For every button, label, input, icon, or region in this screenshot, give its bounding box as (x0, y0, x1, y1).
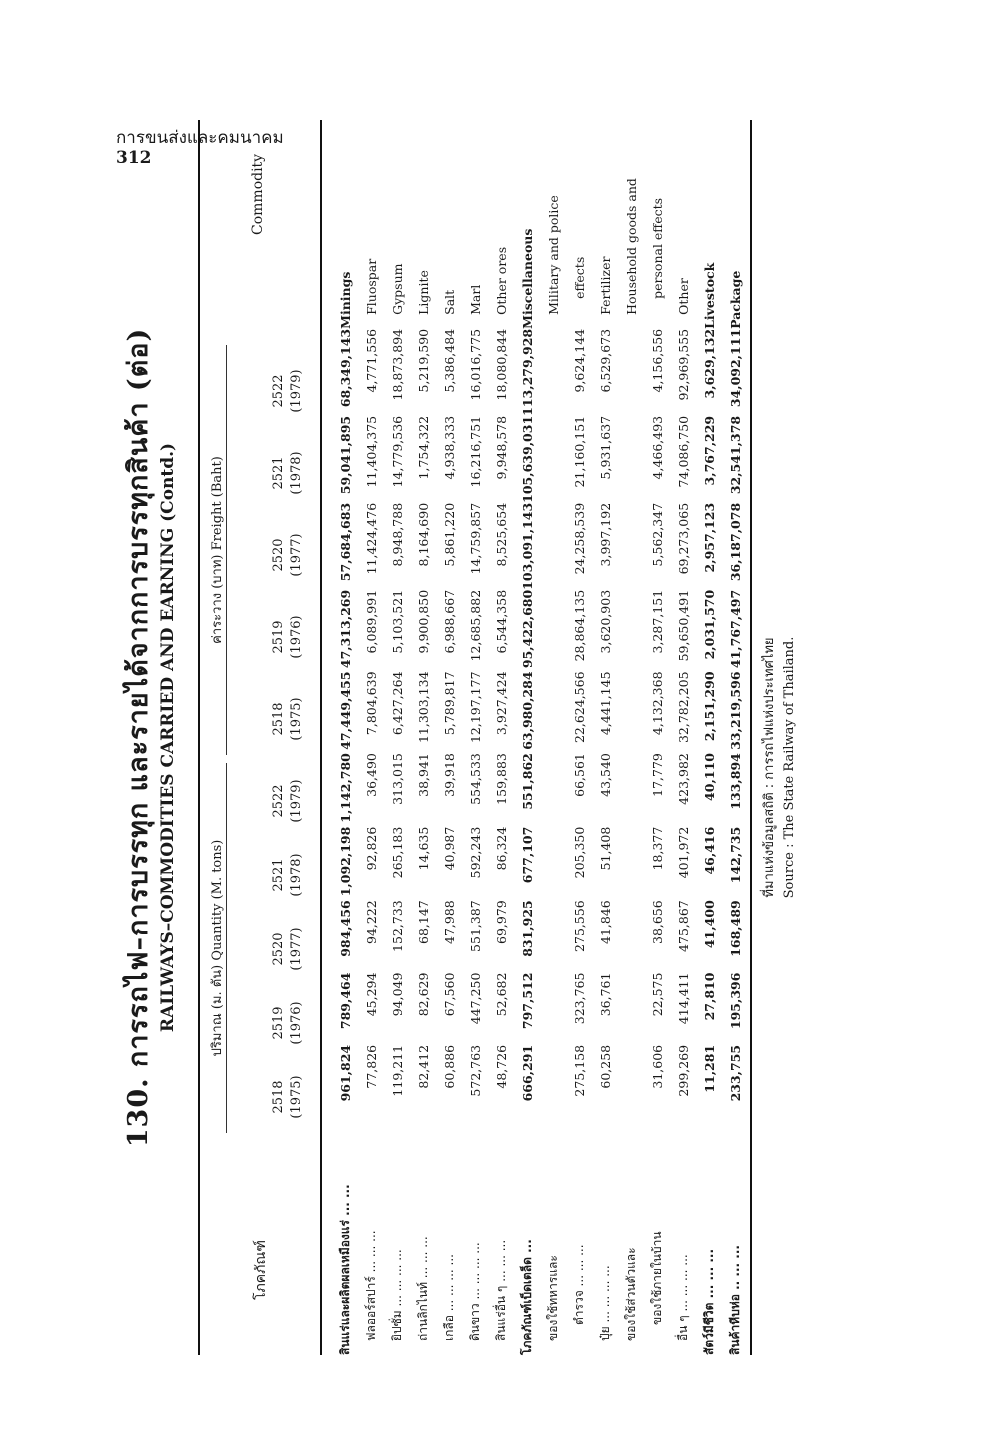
quantity-cell: 31,606 (649, 1044, 665, 1089)
commodity-thai: สินแร่อื่น ๆ ... ... ... (493, 1239, 508, 1341)
quantity-cell (540, 973, 566, 1045)
running-title: การขนส่งและคมนาคม (116, 128, 284, 148)
commodity-english: Gypsum (389, 263, 405, 315)
freight-cell: 2,957,123 (701, 502, 717, 573)
freight-cell: 22,624,566 (571, 671, 587, 744)
table-title-thai: 130. การรถไฟ–การบรรทุก และรายได้จากการบรรทุกสินค้า (ต่อ) (123, 327, 154, 1148)
quantity-cell (540, 753, 566, 827)
freight-cell: 8,948,788 (389, 502, 405, 567)
freight-cell: 6,089,991 (363, 589, 379, 654)
quantity-cell: 43,540 (597, 753, 613, 797)
commodity-english: Livestock (701, 262, 717, 329)
commodity-thai: สัตว์มีชีวิต ... ... ... (701, 1248, 716, 1355)
table-row (514, 120, 540, 1355)
quantity-cell: 475,867 (675, 900, 691, 952)
commodity-thai: ของใช้ภายในบ้าน (649, 1231, 664, 1325)
freight-cell: 4,441,145 (597, 671, 613, 736)
quantity-cell: 92,826 (363, 826, 379, 871)
quantity-cell: 205,350 (571, 826, 587, 879)
commodity-thai: ของใช้ส่วนตัวและ (623, 1247, 638, 1341)
quantity-cell: 152,733 (389, 900, 405, 952)
quantity-cell: 38,656 (649, 900, 665, 944)
freight-cell: 5,562,347 (649, 502, 665, 567)
commodity-thai: อื่น ๆ ... ... ... ... (675, 1254, 690, 1341)
quantity-cell: 41,846 (597, 900, 613, 944)
quantity-cell: 414,411 (675, 972, 691, 1025)
year-ad: (1979) (289, 369, 304, 413)
freight-cell: 18,080,844 (493, 328, 509, 401)
freight-cell: 2,151,290 (701, 671, 717, 742)
quantity-cell: 961,824 (337, 1044, 353, 1102)
quantity-cell: 39,918 (441, 753, 457, 797)
freight-cell: 36,187,078 (727, 502, 743, 582)
commodity-english: Salt (441, 289, 457, 315)
quantity-cell: 94,222 (363, 900, 379, 944)
commodity-english: personal effects (649, 197, 665, 299)
freight-cell: 9,948,578 (493, 415, 509, 480)
year-be: 2520 (271, 538, 286, 572)
quantity-cell: 592,243 (467, 826, 483, 879)
table-row (722, 120, 748, 1355)
freight-cell (540, 590, 566, 672)
commodity-thai: ตำรวจ ... ... ... (571, 1244, 586, 1325)
freight-cell: 18,873,894 (389, 328, 405, 401)
freight-cell: 41,767,497 (727, 589, 743, 669)
quantity-cell: 86,324 (493, 826, 509, 871)
freight-cell: 4,466,493 (649, 415, 665, 480)
year-be: 2522 (271, 374, 286, 408)
freight-cell: 3,287,151 (649, 589, 665, 654)
freight-cell: 5,861,220 (441, 502, 457, 567)
year-ad: (1976) (289, 1001, 304, 1045)
quantity-cell: 18,377 (649, 826, 665, 871)
quantity-cell: 984,456 (337, 900, 353, 957)
freight-cell: 6,544,358 (493, 589, 509, 654)
source-thai: ที่มาแห่งข้อมูลสถิติ : การรถไฟแห่งประเทศไทย (762, 637, 777, 898)
quantity-cell: 22,575 (649, 972, 665, 1017)
freight-cell: 4,156,556 (649, 328, 665, 393)
quantity-cell: 51,408 (597, 826, 613, 871)
commodities-table (332, 120, 748, 1355)
freight-cell: 59,650,491 (675, 589, 691, 662)
quantity-group-header: ปริมาณ (ม. ตัน) Quantity (M. tons) (210, 839, 225, 1057)
freight-cell: 5,386,484 (441, 328, 457, 393)
quantity-cell: 17,779 (649, 753, 665, 797)
header-bottom-rule (320, 120, 322, 1355)
source-english: Source : The State Railway of Thailand. (782, 636, 797, 899)
quantity-cell: 36,761 (597, 972, 613, 1017)
freight-cell: 4,938,333 (441, 415, 457, 480)
quantity-cell: 275,158 (571, 1044, 587, 1097)
table-body (332, 120, 748, 1355)
year-ad: (1978) (289, 853, 304, 897)
year-be: 2519 (271, 1006, 286, 1040)
quantity-cell (540, 1045, 566, 1117)
quantity-cell: 1,142,780 (337, 753, 353, 823)
quantity-cell (618, 900, 644, 972)
freight-cell (618, 416, 644, 503)
commodity-english: Other (675, 278, 691, 315)
year-ad: (1976) (289, 615, 304, 659)
quantity-cell: 677,107 (519, 826, 535, 884)
quantity-year-2521 (270, 839, 306, 911)
quantity-cell: 36,490 (363, 753, 379, 797)
quantity-cell: 265,183 (389, 826, 405, 879)
year-ad: (1977) (289, 927, 304, 971)
quantity-cell: 313,015 (389, 753, 405, 805)
quantity-cell: 45,294 (363, 972, 379, 1017)
quantity-cell: 831,925 (519, 900, 535, 957)
table-row (670, 120, 696, 1355)
commodity-english: Fluospar (363, 258, 379, 315)
freight-cell: 5,931,637 (597, 415, 613, 480)
freight-cell: 12,685,882 (467, 589, 483, 662)
freight-cell: 6,529,673 (597, 328, 613, 393)
year-ad: (1978) (289, 451, 304, 495)
freight-cell: 68,349,143 (337, 328, 353, 408)
quantity-cell: 66,561 (571, 753, 587, 797)
freight-cell: 14,759,857 (467, 502, 483, 575)
freight-cell (618, 590, 644, 672)
freight-cell: 11,303,134 (415, 671, 431, 744)
commodity-english: Household goods and (623, 178, 639, 315)
year-ad: (1977) (289, 533, 304, 577)
freight-year-2520 (270, 519, 306, 591)
year-be: 2521 (271, 456, 286, 490)
commodity-english: effects (571, 256, 587, 299)
quantity-cell: 323,765 (571, 972, 587, 1025)
table-row (410, 120, 436, 1355)
table-title-english: RAILWAYS–COMMODITIES CARRIED AND EARNING (Contd.) (158, 442, 178, 1033)
freight-cell: 3,620,903 (597, 589, 613, 654)
quantity-cell: 789,464 (337, 972, 353, 1030)
quantity-cell: 40,987 (441, 826, 457, 871)
quantity-cell: 41,400 (701, 900, 717, 949)
freight-group-header: ค่าระวาง (บาท) Freight (Baht) (210, 456, 225, 644)
freight-cell: 32,541,378 (727, 415, 743, 495)
quantity-year-2519 (270, 987, 306, 1059)
freight-cell: 8,525,654 (493, 502, 509, 567)
freight-cell: 92,969,555 (675, 328, 691, 401)
quantity-cell: 27,810 (701, 972, 717, 1021)
freight-cell: 103,091,143 (519, 502, 535, 590)
freight-cell: 6,427,264 (389, 671, 405, 736)
quantity-cell: 551,387 (467, 900, 483, 952)
quantity-year-2520 (270, 913, 306, 985)
table-row (436, 120, 462, 1355)
quantity-cell: 69,979 (493, 900, 509, 944)
freight-cell: 12,197,177 (467, 671, 483, 744)
freight-cell: 3,629,132 (701, 328, 717, 399)
quantity-cell: 233,755 (727, 1044, 743, 1102)
freight-cell: 63,980,284 (519, 671, 535, 750)
quantity-cell: 168,489 (727, 900, 743, 957)
quantity-cell (618, 1045, 644, 1117)
quantity-cell: 423,982 (675, 753, 691, 805)
quantity-cell: 82,412 (415, 1044, 431, 1089)
quantity-cell: 572,763 (467, 1044, 483, 1097)
table-row (358, 120, 384, 1355)
quantity-cell: 195,396 (727, 972, 743, 1030)
commodity-english: Fertilizer (597, 256, 613, 315)
freight-cell: 95,422,680 (519, 589, 535, 669)
freight-cell: 74,086,750 (675, 415, 691, 488)
quantity-cell (618, 827, 644, 901)
quantity-cell: 447,250 (467, 972, 483, 1025)
commodity-thai: ปุ๋ย ... ... ... ... (597, 1265, 612, 1341)
table-row (384, 120, 410, 1355)
quantity-cell: 275,556 (571, 900, 587, 952)
freight-cell: 34,092,111 (727, 328, 743, 408)
quantity-cell: 68,147 (415, 900, 431, 944)
quantity-cell: 14,635 (415, 826, 431, 871)
quantity-cell: 94,049 (389, 972, 405, 1017)
freight-cell: 21,160,151 (571, 415, 587, 488)
quantity-cell: 46,416 (701, 826, 717, 875)
freight-year-2522 (270, 355, 306, 427)
quantity-cell: 47,988 (441, 900, 457, 944)
freight-cell: 5,219,590 (415, 328, 431, 393)
freight-cell: 5,789,817 (441, 671, 457, 736)
quantity-cell: 299,269 (675, 1044, 691, 1097)
quantity-cell: 67,560 (441, 972, 457, 1017)
year-be: 2521 (271, 858, 286, 892)
commodity-thai: ฟลออร์สปาร์ ... ... ... (363, 1230, 378, 1341)
quantity-cell (540, 827, 566, 901)
freight-cell: 16,216,751 (467, 415, 483, 488)
quantity-cell: 60,258 (597, 1044, 613, 1089)
freight-cell: 11,424,476 (363, 502, 379, 575)
freight-cell: 14,779,536 (389, 415, 405, 488)
quantity-cell: 133,894 (727, 753, 743, 810)
table-row (488, 120, 514, 1355)
year-be: 2518 (271, 702, 286, 736)
freight-cell: 3,767,229 (701, 415, 717, 486)
quantity-cell: 142,735 (727, 826, 743, 884)
freight-year-2519 (270, 601, 306, 673)
table-row (566, 120, 592, 1355)
commodity-thai: ของใช้ทหารและ (545, 1255, 560, 1341)
freight-cell: 5,103,521 (389, 589, 405, 654)
freight-cell: 47,313,269 (337, 589, 353, 669)
table-row (618, 120, 644, 1355)
freight-cell: 1,754,322 (415, 415, 431, 480)
freight-cell: 47,449,455 (337, 671, 353, 750)
year-ad: (1979) (289, 779, 304, 823)
freight-cell: 113,279,928 (519, 328, 535, 416)
freight-year-2518 (270, 683, 306, 755)
quantity-year-2518 (270, 1061, 306, 1133)
quantity-cell: 554,533 (467, 753, 483, 805)
quantity-cell: 119,211 (389, 1044, 405, 1097)
year-ad: (1975) (289, 697, 304, 741)
freight-cell (618, 671, 644, 753)
commodity-thai: สินแร่และผลิตผลเหมืองแร่ ... ... (337, 1184, 352, 1355)
freight-year-2521 (270, 437, 306, 509)
commodity-english: Lignite (415, 270, 431, 315)
commodity-thai: ยิปซั่ม ... ... ... ... (389, 1249, 404, 1341)
table-row (540, 120, 566, 1355)
freight-cell: 105,639,031 (519, 415, 535, 503)
quantity-cell: 401,972 (675, 826, 691, 879)
freight-cell: 2,031,570 (701, 589, 717, 660)
year-be: 2519 (271, 620, 286, 654)
commodity-thai: ดินขาว ... ... ... ... (467, 1242, 482, 1341)
freight-cell (618, 329, 644, 416)
quantity-cell: 666,291 (519, 1044, 535, 1102)
quantity-cell: 40,110 (701, 753, 717, 801)
freight-cell: 8,164,690 (415, 502, 431, 567)
table-row (462, 120, 488, 1355)
freight-cell: 7,804,639 (363, 671, 379, 736)
quantity-cell: 77,826 (363, 1044, 379, 1089)
freight-cell: 3,997,192 (597, 502, 613, 567)
table-row (592, 120, 618, 1355)
quantity-cell: 38,941 (415, 753, 431, 797)
freight-cell: 3,927,424 (493, 671, 509, 736)
freight-cell: 9,624,144 (571, 328, 587, 393)
freight-cell (618, 503, 644, 590)
freight-cell: 28,864,135 (571, 589, 587, 662)
freight-cell: 16,016,775 (467, 328, 483, 401)
top-rule (198, 120, 200, 1355)
commodity-thai: เกลือ ... ... ... ... (441, 1254, 456, 1341)
year-be: 2520 (271, 932, 286, 966)
bottom-rule (750, 120, 752, 1355)
rotated-table-page (110, 120, 830, 1355)
freight-cell: 11,404,375 (363, 415, 379, 488)
quantity-cell (618, 753, 644, 827)
freight-cell: 4,132,368 (649, 671, 665, 736)
year-ad: (1975) (289, 1075, 304, 1119)
column-header-thai: โภคภัณฑ์ (253, 1240, 269, 1300)
quantity-cell: 551,862 (519, 753, 535, 810)
quantity-cell (540, 900, 566, 972)
quantity-cell: 1,092,198 (337, 826, 353, 897)
column-header-english: Commodity (250, 153, 266, 235)
page-number: 312 (116, 148, 152, 168)
freight-cell: 32,782,205 (675, 671, 691, 744)
quantity-cell: 159,883 (493, 753, 509, 805)
freight-cell (540, 503, 566, 590)
freight-cell: 24,258,539 (571, 502, 587, 575)
freight-group-rule (226, 345, 227, 755)
commodity-english: Miscellaneous (519, 228, 535, 329)
freight-cell: 69,273,065 (675, 502, 691, 575)
quantity-year-2522 (270, 765, 306, 837)
commodity-thai: ถ่านลิกไนท์ ... ... ... (415, 1236, 430, 1341)
year-be: 2522 (271, 784, 286, 818)
quantity-cell: 60,886 (441, 1044, 457, 1089)
quantity-cell: 48,726 (493, 1044, 509, 1089)
commodity-thai: โภคภัณฑ์เบ็ดเตล็ด ... (519, 1239, 534, 1355)
year-be: 2518 (271, 1080, 286, 1114)
table-row (696, 120, 722, 1355)
table-row (332, 120, 358, 1355)
commodity-english: Marl (467, 284, 483, 315)
quantity-cell: 11,281 (701, 1044, 717, 1093)
freight-cell: 6,988,667 (441, 589, 457, 654)
freight-cell (540, 416, 566, 503)
freight-cell (540, 329, 566, 416)
commodity-english: Other ores (493, 246, 509, 315)
freight-cell: 59,041,895 (337, 415, 353, 495)
freight-cell: 33,219,596 (727, 671, 743, 750)
commodity-english: Package (727, 270, 743, 329)
freight-cell (540, 671, 566, 753)
quantity-cell: 82,629 (415, 972, 431, 1017)
table-row (644, 120, 670, 1355)
quantity-cell: 52,682 (493, 972, 509, 1017)
commodity-english: Military and police (545, 195, 561, 315)
commodity-english: Minings (337, 271, 353, 329)
commodity-thai: สินค้าหีบห่อ .. ... ... (727, 1245, 742, 1355)
freight-cell: 4,771,556 (363, 328, 379, 393)
freight-cell: 57,684,683 (337, 502, 353, 582)
quantity-group-rule (226, 763, 227, 1133)
quantity-cell: 797,512 (519, 972, 535, 1030)
quantity-cell (618, 973, 644, 1045)
freight-cell: 9,900,850 (415, 589, 431, 654)
